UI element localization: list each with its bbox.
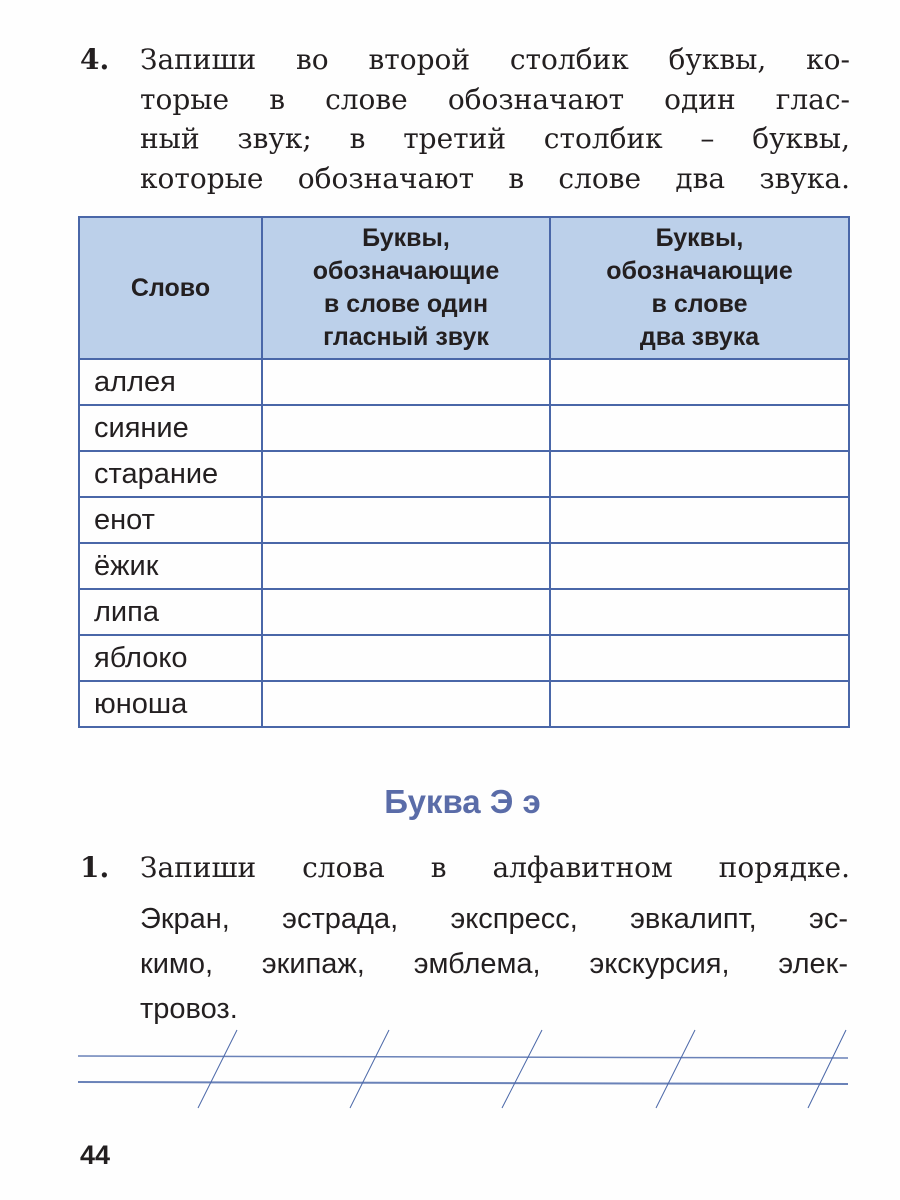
header-line: в слове	[651, 290, 748, 318]
header-line: в слове один	[323, 290, 489, 318]
word-cell: енот	[79, 497, 262, 543]
header-line: обозначающие	[312, 257, 500, 285]
word-cell: аллея	[79, 359, 262, 405]
slant-lines	[198, 1030, 846, 1108]
word-cell: юноша	[79, 681, 262, 727]
task-text-line: которые обозначают в слове два звука.	[140, 161, 850, 195]
header-line: гласный звук	[323, 323, 489, 351]
header-line: два звука	[639, 323, 760, 351]
word-cell: липа	[79, 589, 262, 635]
header-line: Буквы,	[362, 224, 450, 252]
guide-line-top	[78, 1056, 848, 1058]
guide-line-bottom	[78, 1082, 848, 1084]
task-text-line: Запиши во второй столбик буквы, ко-	[140, 43, 850, 76]
task-text-line: торые в слове обозначают один глас-	[140, 82, 850, 116]
header-line: Слово	[130, 273, 211, 302]
header-line: Буквы,	[655, 224, 744, 252]
section-heading: Буква Э э	[384, 783, 541, 820]
header-line: обозначающие	[606, 257, 793, 285]
word-cell: сияние	[79, 405, 262, 451]
word-list-line: Экран, эстрада, экспресс, эвкалипт, эс-	[140, 903, 848, 935]
task-text-line: ный звук; в третий столбик – буквы,	[140, 122, 850, 155]
task-number: 1.	[80, 851, 110, 884]
word-list-line: тровоз.	[140, 993, 238, 1025]
word-cell: старание	[79, 451, 262, 497]
task-instruction: Запиши слова в алфавитном порядке.	[140, 851, 850, 884]
word-list-line: кимо, экипаж, эмблема, экскурсия, элек-	[140, 948, 848, 980]
page-number: 44	[80, 1140, 111, 1170]
task-number: 4.	[80, 43, 110, 76]
word-cell: ёжик	[79, 543, 262, 589]
word-cell: яблоко	[79, 635, 262, 681]
